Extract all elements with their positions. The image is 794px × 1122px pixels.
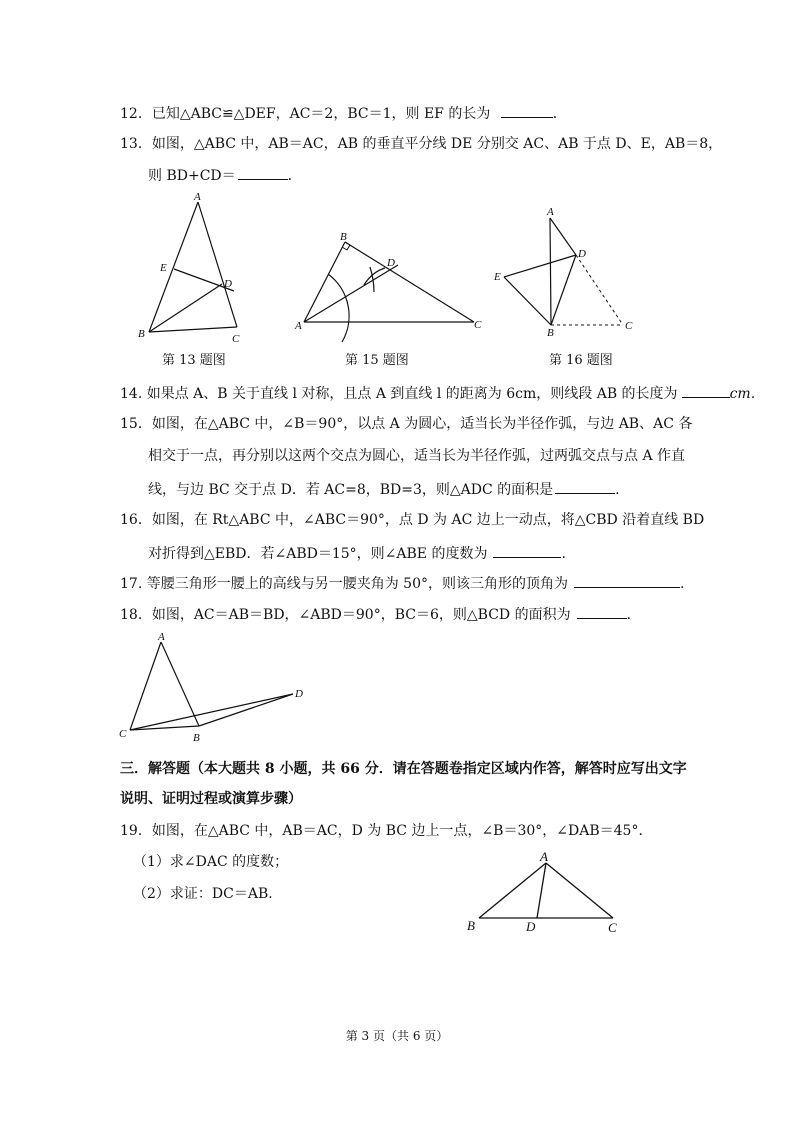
fig19-label-a: A — [540, 849, 548, 864]
question-14-text: 14. 如果点 A、B 关于直线 l 对称，且点 A 到直线 l 的距离为 6cm，则线段 AB 的长度为 — [120, 386, 678, 402]
question-18-end: . — [626, 607, 632, 623]
question-12-text: 12．已知△ABC≌△DEF，AC＝2，BC＝1，则 EF 的长为 — [120, 106, 491, 122]
fig18-side-ab — [161, 642, 199, 726]
figure-19 — [462, 845, 632, 944]
answer-blank-13[interactable] — [238, 165, 288, 180]
question-16-line-2-text: 对折得到△EBD．若∠ABD＝15°，则∠ABE 的度数为 — [148, 546, 488, 562]
fig16-line-ed — [504, 255, 576, 277]
fig18-side-ac — [130, 642, 161, 730]
fig16-line-eb — [504, 277, 551, 325]
question-14-unit: cm． — [729, 386, 765, 402]
fig15-label-a: A — [295, 320, 302, 332]
fig16-dashed-dc — [576, 255, 623, 325]
question-19: 19．如图，在△ABC 中，AB＝AC，D 为 BC 边上一点，∠B＝30°，∠DAB＝45°． — [120, 823, 653, 839]
fig15-arc-main — [328, 274, 349, 342]
question-13-end: ． — [287, 168, 302, 184]
fig13-label-a: A — [194, 191, 201, 203]
answer-blank-12[interactable] — [501, 103, 553, 118]
fig18-side-bd — [199, 694, 293, 726]
question-17-text: 17. 等腰三角形一腰上的高线与另一腰夹角为 50°，则该三角形的顶角为 — [120, 576, 568, 592]
question-12-end: ． — [552, 106, 567, 122]
question-15-line-2: 相交于一点，再分别以这两个交点为圆心，适当长为半径作弧，过两弧交点与点 A 作直 — [148, 448, 686, 464]
answer-blank-18[interactable] — [577, 604, 627, 619]
fig16-line-bd — [551, 255, 576, 325]
fig18-label-a: A — [158, 631, 165, 643]
question-19-part-2: （2）求证：DC＝AB． — [133, 886, 283, 902]
page-footer: 第 3 页（共 6 页） — [345, 1029, 449, 1043]
fig13-label-c: C — [232, 333, 240, 345]
fig13-side-ac — [198, 202, 237, 327]
question-15-line-3 — [148, 479, 620, 499]
question-16-line-2 — [148, 543, 566, 563]
fig16-label-c: C — [625, 320, 633, 332]
fig18-side-cd — [130, 694, 293, 730]
fig19-side-ac — [546, 863, 613, 918]
fig15-label-c: C — [474, 319, 482, 331]
caption-figure-15: 第 15 题图 — [345, 353, 409, 368]
figure-16 — [490, 205, 640, 344]
question-18 — [120, 604, 631, 624]
fig16-label-e: E — [494, 271, 501, 283]
question-17 — [120, 573, 684, 593]
fig13-label-e: E — [160, 262, 167, 274]
question-13-line-2 — [148, 165, 302, 185]
caption-figure-16: 第 16 题图 — [549, 353, 613, 368]
fig19-label-d: D — [526, 919, 536, 934]
question-19-part-1: （1）求∠DAC 的度数； — [133, 854, 289, 870]
fig19-label-b: B — [467, 918, 475, 933]
fig16-segment-ad — [550, 218, 576, 255]
section-3-heading-line-1: 三．解答题（本大题共 8 小题，共 66 分．请在答题卷指定区域内作答，解答时应写出文字 — [120, 761, 687, 777]
question-17-end: . — [679, 576, 685, 592]
fig18-label-d: D — [295, 688, 303, 700]
answer-blank-17[interactable] — [574, 573, 680, 588]
question-13-line-1: 13．如图，△ABC 中，AB＝AC，AB 的垂直平分线 DE 分别交 AC、AB 于点 D、E，AB＝8， — [120, 136, 723, 152]
fig15-label-b: B — [340, 231, 347, 243]
question-14 — [120, 383, 765, 403]
section-3-heading-line-2: 说明、证明过程或演算步骤） — [120, 791, 302, 807]
figure-13 — [130, 190, 270, 354]
fig13-label-b: B — [138, 328, 145, 340]
fig13-label-d: D — [224, 278, 232, 290]
question-16-end: . — [561, 546, 566, 562]
fig19-side-ab — [479, 863, 546, 918]
fig19-line-ad — [537, 863, 546, 918]
answer-blank-15[interactable] — [555, 479, 615, 494]
fig15-label-d: D — [387, 257, 395, 269]
question-16-line-1: 16．如图，在 Rt△ABC 中，∠ABC＝90°，点 D 为 AC 边上一动点，将△CBD 沿着直线 BD — [120, 512, 705, 528]
question-15-line-3-text: 线，与边 BC 交于点 D．若 AC=8，BD=3，则△ADC 的面积是 — [148, 482, 554, 498]
question-15-line-1: 15．如图，在△ABC 中，∠B＝90°，以点 A 为圆心，适当长为半径作弧，与边 AB、AC 各 — [120, 416, 693, 432]
fig15-side-bc — [345, 242, 474, 322]
fig16-label-b: B — [547, 327, 554, 339]
caption-figure-13: 第 13 题图 — [162, 353, 226, 368]
fig15-arc-2 — [370, 267, 374, 292]
fig13-side-bc — [149, 327, 237, 332]
answer-blank-14[interactable] — [682, 383, 730, 398]
figure-18 — [115, 630, 315, 749]
fig13-side-ab — [149, 202, 198, 332]
fig16-label-a: A — [547, 206, 554, 218]
fig18-label-c: C — [119, 728, 127, 740]
answer-blank-16[interactable] — [493, 543, 561, 558]
fig19-label-c: C — [608, 920, 617, 935]
question-18-text: 18．如图，AC＝AB＝BD，∠ABD＝90°，BC＝6，则△BCD 的面积为 — [120, 607, 571, 623]
fig16-side-ab — [550, 218, 551, 325]
question-12 — [120, 103, 567, 123]
question-13-line-2-text: 则 BD+CD＝ — [148, 168, 236, 184]
fig15-arc-1 — [364, 268, 385, 285]
fig16-label-d: D — [578, 248, 586, 260]
figure-15 — [290, 230, 490, 349]
fig18-label-b: B — [193, 732, 200, 744]
fig13-line-bd — [149, 284, 222, 332]
question-15-end: . — [615, 482, 620, 498]
